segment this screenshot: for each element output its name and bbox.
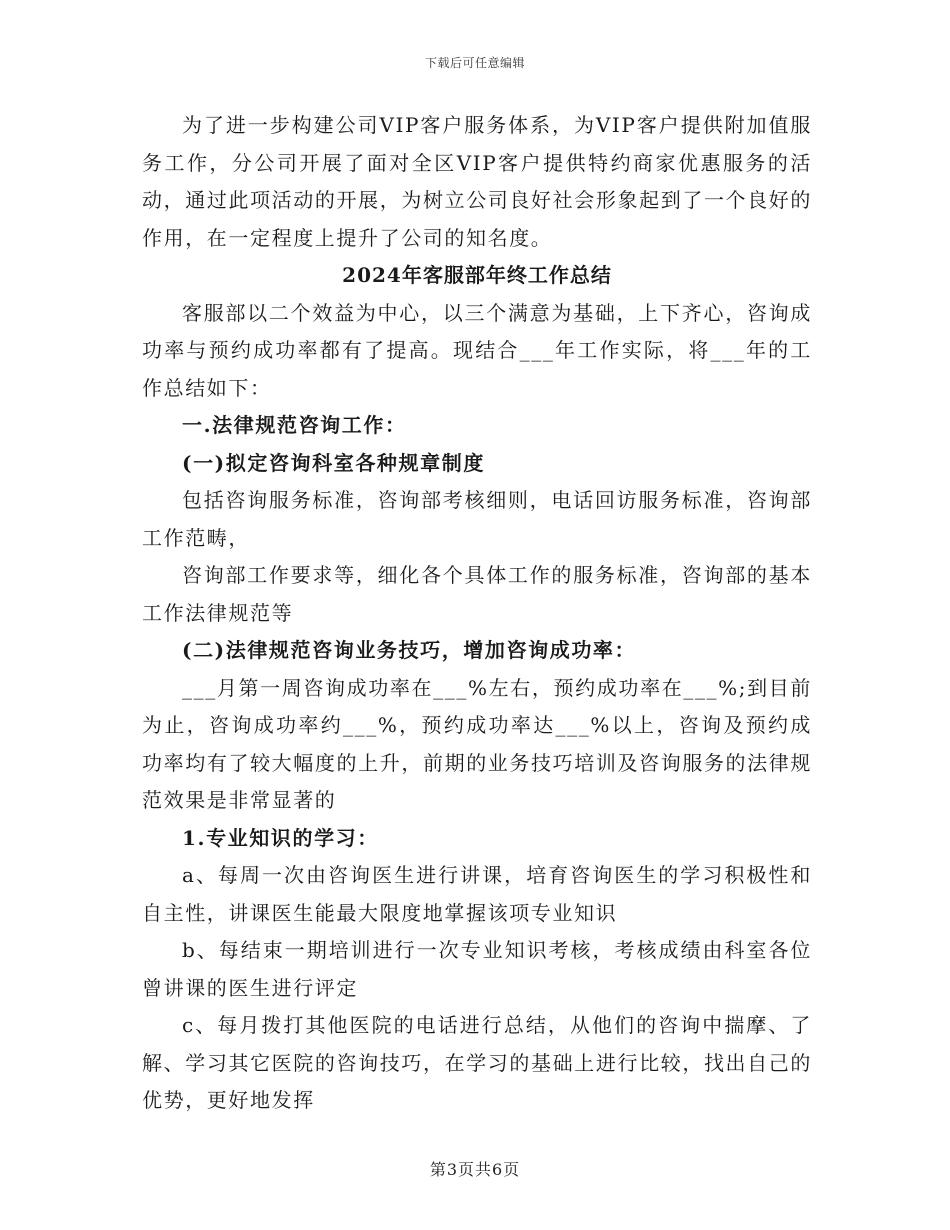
- item-c-paragraph: c、每月拨打其他医院的电话进行总结，从他们的咨询中揣摩、了解、学习其它医院的咨询技巧，在学习的基础上进行比较，找出自己的优势，更好地发挥: [142, 1013, 812, 1112]
- opening-paragraph: 客服部以二个效益为中心，以三个满意为基础，上下齐心，咨询成功率与预约成功率都有了提高。现结合___年工作实际，将___年的工作总结如下：: [142, 300, 812, 400]
- subsection-1-paragraph-a: 包括咨询服务标准，咨询部考核细则，电话回访服务标准，咨询部工作范畴，: [142, 488, 812, 550]
- subsection-2-paragraph: ___月第一周咨询成功率在___%左右，预约成功率在___%;到目前为止，咨询成功率约___%，预约成功率达___%以上，咨询及预约成功率均有了较大幅度的上升，前期的业务技巧培训及咨询服务的法律规范效果是非常显著的: [142, 675, 812, 812]
- intro-paragraph: 为了进一步构建公司VIP客户服务体系，为VIP客户提供附加值服务工作，分公司开展了面对全区VIP客户提供特约商家优惠服务的活动，通过此项活动的开展，为树立公司良好社会形象起到了一个良好的作用，在一定程度上提升了公司的知名度。: [142, 113, 812, 250]
- subsection-heading-2: (二)法律规范咨询业务技巧，增加咨询成功率：: [182, 638, 637, 662]
- section-heading-1: 一.法律规范咨询工作：: [182, 413, 407, 437]
- document-title: 2024年客服部年终工作总结: [342, 263, 612, 287]
- item-heading-1: 1.专业知识的学习：: [182, 825, 379, 850]
- subsection-heading-1: (一)拟定咨询科室各种规章制度: [182, 450, 485, 475]
- subsection-1-paragraph-b: 咨询部工作要求等，细化各个具体工作的服务标准，咨询部的基本工作法律规范等: [142, 563, 812, 625]
- item-a-paragraph: a、每周一次由咨询医生进行讲课，培育咨询医生的学习积极性和自主性，讲课医生能最大限度地掌握该项专业知识: [142, 863, 812, 925]
- page-number: 第3页共6页: [429, 1160, 521, 1179]
- page-header: 下载后可任意编辑: [424, 56, 525, 70]
- document-body: [142, 107, 812, 1120]
- item-b-paragraph: b、每结束一期培训进行一次专业知识考核，考核成绩由科室各位曾讲课的医生进行评定: [142, 938, 812, 1000]
